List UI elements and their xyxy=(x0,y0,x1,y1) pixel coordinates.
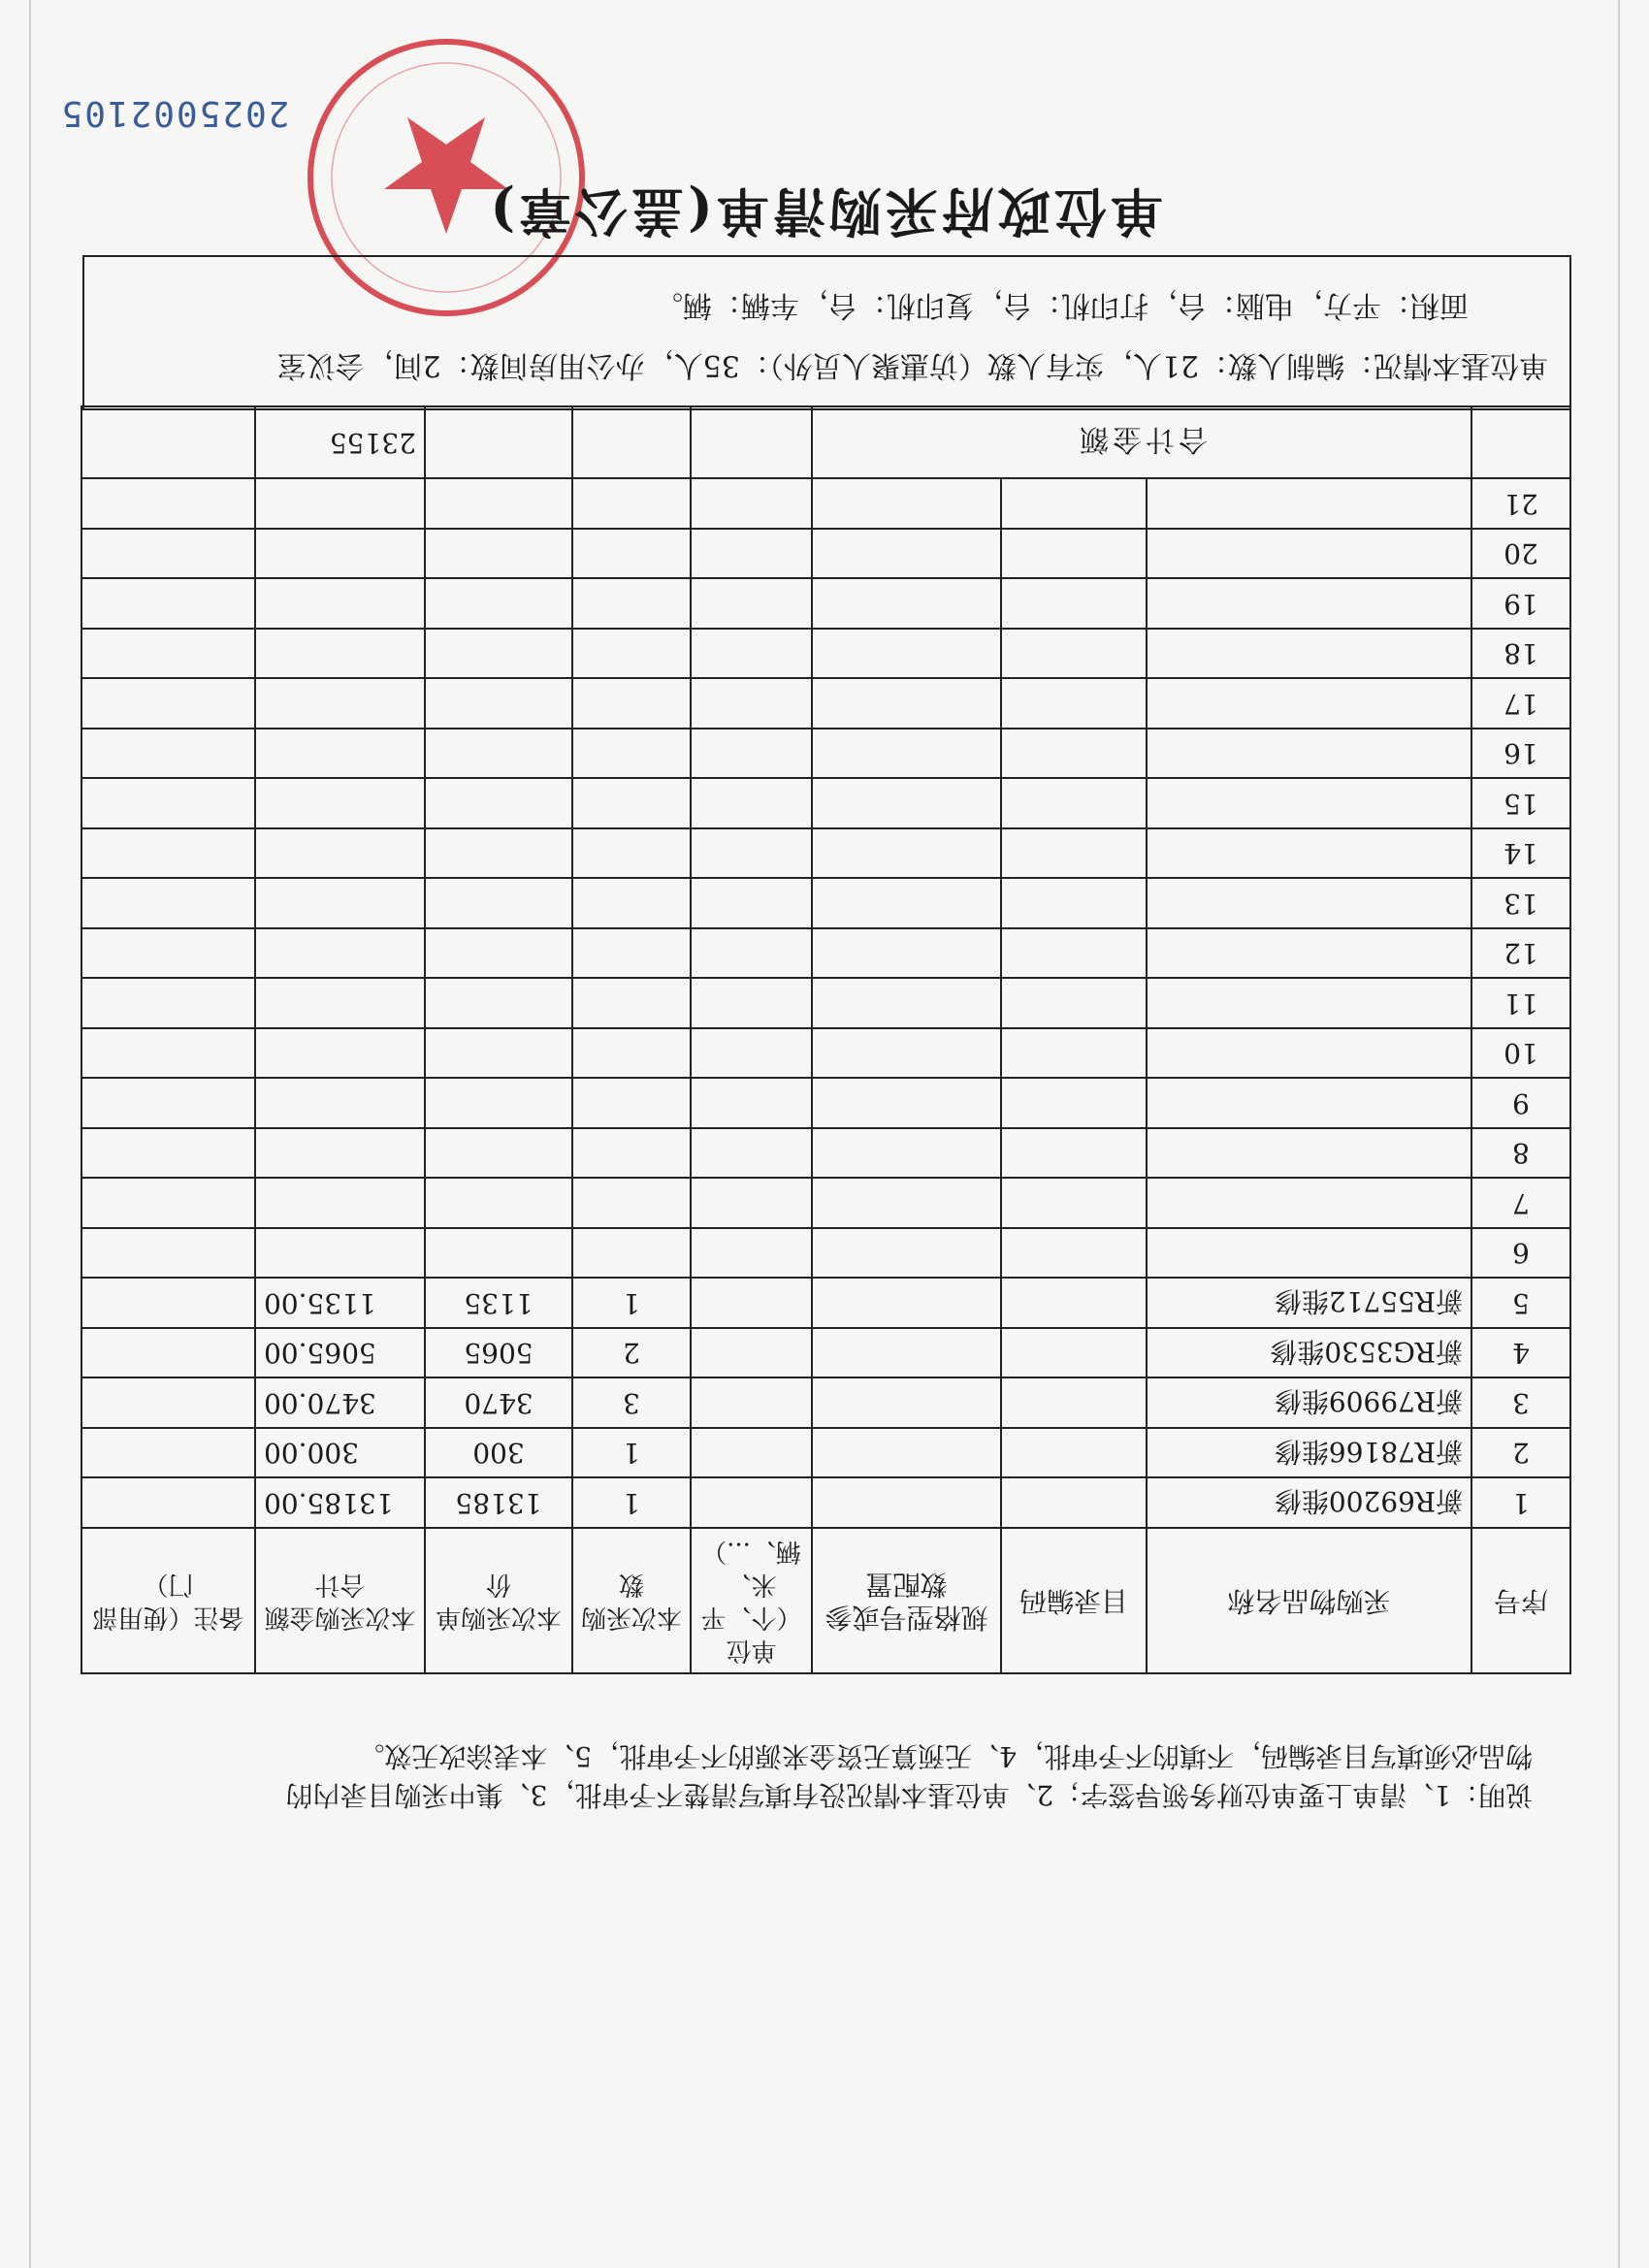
cell-seq: 16 xyxy=(1471,729,1570,779)
cell-unit xyxy=(691,1478,812,1529)
cell-amount xyxy=(255,529,425,579)
cell-seq: 21 xyxy=(1471,479,1570,530)
document-number: 2025002105 xyxy=(59,93,290,133)
table-row xyxy=(81,1079,1570,1129)
cell-quantity xyxy=(572,1179,691,1229)
cell-catalog-code xyxy=(1001,1378,1147,1429)
cell-amount xyxy=(255,1028,425,1079)
cell-remark xyxy=(81,879,255,929)
total-amount: 23155 xyxy=(255,407,425,479)
cell-unit-price xyxy=(425,928,572,979)
cell-unit xyxy=(691,679,812,729)
cell-quantity xyxy=(572,879,691,929)
cell-catalog-code xyxy=(1001,979,1147,1029)
table-row xyxy=(81,479,1570,530)
table-row xyxy=(81,729,1570,779)
cell-quantity: 1 xyxy=(572,1279,691,1329)
cell-quantity xyxy=(572,729,691,779)
cell-catalog-code xyxy=(1001,479,1147,530)
total-label: 合计金额 xyxy=(812,407,1471,479)
cell-catalog-code xyxy=(1001,1328,1147,1378)
cell-amount xyxy=(255,1128,425,1179)
cell-unit-price xyxy=(425,779,572,829)
table-row xyxy=(81,1128,1570,1179)
cell-seq: 12 xyxy=(1471,928,1570,979)
cell-item-name: 新R78166维修 xyxy=(1147,1428,1471,1478)
header-spec: 规格型号或参数配置 xyxy=(812,1528,1001,1673)
cell-amount xyxy=(255,979,425,1029)
cell-catalog-code xyxy=(1001,1028,1147,1079)
cell-item-name xyxy=(1147,979,1471,1029)
cell-item-name xyxy=(1147,828,1471,879)
cell-spec xyxy=(812,1079,1001,1129)
cell-unit xyxy=(691,479,812,530)
cell-spec xyxy=(812,729,1001,779)
cell-catalog-code xyxy=(1001,1428,1147,1478)
header-unit: 单位（个、平米、辆、...） xyxy=(691,1528,812,1673)
cell-seq: 1 xyxy=(1471,1478,1570,1529)
table-row xyxy=(81,979,1570,1029)
cell-unit xyxy=(691,629,812,679)
cell-remark xyxy=(81,1028,255,1079)
total-remark-cell xyxy=(81,407,255,479)
cell-spec xyxy=(812,1279,1001,1329)
cell-seq: 9 xyxy=(1471,1079,1570,1129)
cell-catalog-code xyxy=(1001,579,1147,630)
cell-unit-price: 5065 xyxy=(425,1328,572,1378)
table-row xyxy=(81,879,1570,929)
cell-unit-price xyxy=(425,979,572,1029)
table-row xyxy=(81,1279,1570,1329)
cell-remark xyxy=(81,779,255,829)
cell-unit xyxy=(691,1279,812,1329)
cell-unit-price xyxy=(425,729,572,779)
cell-remark xyxy=(81,1179,255,1229)
notes-line-1: 说明：1、清单上要单位财务领导签字；2、单位基本情况没有填写清楚不予审批，3、集中采购目录内的 xyxy=(285,1779,1533,1811)
cell-spec xyxy=(812,779,1001,829)
unit-info-line-2: 面积：平方，电脑：台，打印机：台，复印机：台，车辆：辆。 xyxy=(654,288,1469,322)
header-amount: 本次采购金额合计 xyxy=(255,1528,425,1673)
cell-quantity: 3 xyxy=(572,1378,691,1429)
cell-quantity xyxy=(572,479,691,530)
cell-unit-price: 13185 xyxy=(425,1478,572,1529)
table-row xyxy=(81,1228,1570,1279)
cell-item-name: 新RG3530维修 xyxy=(1147,1328,1471,1378)
cell-item-name: 新R55712维修 xyxy=(1147,1279,1471,1329)
cell-seq: 13 xyxy=(1471,879,1570,929)
cell-spec xyxy=(812,529,1001,579)
cell-catalog-code xyxy=(1001,828,1147,879)
cell-catalog-code xyxy=(1001,679,1147,729)
cell-spec xyxy=(812,1028,1001,1079)
table-row xyxy=(81,928,1570,979)
cell-spec xyxy=(812,579,1001,630)
unit-info-line-1: 单位基本情况：编制人数：21人，实有人数（访惠聚人员外）：35人，办公用房间数：2间，会议室 xyxy=(276,348,1548,382)
cell-unit-price xyxy=(425,1028,572,1079)
cell-catalog-code xyxy=(1001,1079,1147,1129)
header-seq: 序号 xyxy=(1471,1528,1570,1673)
cell-remark xyxy=(81,1378,255,1429)
cell-unit-price: 1135 xyxy=(425,1279,572,1329)
cell-quantity xyxy=(572,579,691,630)
cell-unit-price xyxy=(425,529,572,579)
cell-amount xyxy=(255,629,425,679)
cell-catalog-code xyxy=(1001,879,1147,929)
cell-unit-price xyxy=(425,1228,572,1279)
cell-remark xyxy=(81,679,255,729)
cell-item-name xyxy=(1147,879,1471,929)
scan-edge-right xyxy=(29,0,31,2268)
total-unit-cell xyxy=(691,407,812,479)
cell-spec xyxy=(812,1328,1001,1378)
cell-item-name xyxy=(1147,579,1471,630)
total-seq-cell xyxy=(1471,407,1570,479)
cell-quantity xyxy=(572,779,691,829)
cell-unit xyxy=(691,779,812,829)
notes-line-2: 物品必须填写目录编码，不填的不予审批，4、无预算无资金来源的不予审批，5、本表涂改无效。 xyxy=(357,1740,1533,1772)
cell-amount xyxy=(255,679,425,729)
cell-quantity xyxy=(572,679,691,729)
cell-quantity xyxy=(572,1128,691,1179)
cell-amount: 13185.00 xyxy=(255,1478,425,1529)
cell-spec xyxy=(812,1428,1001,1478)
cell-quantity xyxy=(572,928,691,979)
cell-spec xyxy=(812,629,1001,679)
cell-unit xyxy=(691,579,812,630)
header-quantity: 本次采购数 xyxy=(572,1528,691,1673)
cell-seq: 2 xyxy=(1471,1428,1570,1478)
cell-seq: 17 xyxy=(1471,679,1570,729)
cell-remark xyxy=(81,529,255,579)
scan-edge-left xyxy=(1618,0,1620,2268)
table-header-row xyxy=(81,1528,1570,1673)
cell-catalog-code xyxy=(1001,629,1147,679)
cell-unit xyxy=(691,1128,812,1179)
table-row xyxy=(81,1478,1570,1529)
cell-catalog-code xyxy=(1001,1179,1147,1229)
cell-remark xyxy=(81,1478,255,1529)
cell-unit-price xyxy=(425,1079,572,1129)
cell-spec xyxy=(812,828,1001,879)
cell-unit xyxy=(691,1228,812,1279)
table-row xyxy=(81,629,1570,679)
cell-seq: 5 xyxy=(1471,1279,1570,1329)
cell-unit-price xyxy=(425,1128,572,1179)
cell-unit-price xyxy=(425,828,572,879)
cell-catalog-code xyxy=(1001,1128,1147,1179)
cell-remark xyxy=(81,479,255,530)
cell-remark xyxy=(81,579,255,630)
cell-seq: 7 xyxy=(1471,1179,1570,1229)
cell-catalog-code xyxy=(1001,928,1147,979)
cell-remark xyxy=(81,629,255,679)
cell-amount: 1135.00 xyxy=(255,1279,425,1329)
cell-spec xyxy=(812,928,1001,979)
cell-remark xyxy=(81,1079,255,1129)
cell-spec xyxy=(812,979,1001,1029)
cell-seq: 3 xyxy=(1471,1378,1570,1429)
cell-amount xyxy=(255,1179,425,1229)
cell-remark xyxy=(81,1128,255,1179)
cell-unit-price xyxy=(425,679,572,729)
cell-spec xyxy=(812,679,1001,729)
table-row xyxy=(81,1179,1570,1229)
cell-unit xyxy=(691,1028,812,1079)
cell-quantity xyxy=(572,529,691,579)
cell-amount xyxy=(255,828,425,879)
table-row xyxy=(81,679,1570,729)
cell-quantity: 1 xyxy=(572,1428,691,1478)
cell-unit xyxy=(691,928,812,979)
cell-seq: 14 xyxy=(1471,828,1570,879)
cell-quantity xyxy=(572,979,691,1029)
cell-unit-price xyxy=(425,879,572,929)
cell-spec xyxy=(812,1378,1001,1429)
cell-remark xyxy=(81,979,255,1029)
cell-quantity: 2 xyxy=(572,1328,691,1378)
cell-unit-price xyxy=(425,579,572,630)
cell-spec xyxy=(812,479,1001,530)
table-row xyxy=(81,828,1570,879)
cell-amount xyxy=(255,879,425,929)
cell-unit xyxy=(691,1378,812,1429)
table-row xyxy=(81,529,1570,579)
cell-amount xyxy=(255,729,425,779)
unit-info-box xyxy=(82,255,1571,410)
cell-unit xyxy=(691,729,812,779)
table-row xyxy=(81,1028,1570,1079)
cell-remark xyxy=(81,1228,255,1279)
cell-seq: 11 xyxy=(1471,979,1570,1029)
cell-spec xyxy=(812,1179,1001,1229)
cell-item-name xyxy=(1147,1128,1471,1179)
cell-unit xyxy=(691,529,812,579)
cell-unit xyxy=(691,1428,812,1478)
cell-remark xyxy=(81,828,255,879)
cell-quantity xyxy=(572,1079,691,1129)
header-unit-price: 本次采购单价 xyxy=(425,1528,572,1673)
cell-item-name xyxy=(1147,1079,1471,1129)
cell-amount xyxy=(255,779,425,829)
cell-item-name xyxy=(1147,529,1471,579)
cell-unit xyxy=(691,879,812,929)
cell-unit-price: 3470 xyxy=(425,1378,572,1429)
cell-spec xyxy=(812,1478,1001,1529)
cell-unit-price xyxy=(425,629,572,679)
cell-item-name xyxy=(1147,1028,1471,1079)
total-quantity-cell xyxy=(572,407,691,479)
cell-unit xyxy=(691,1179,812,1229)
cell-item-name xyxy=(1147,729,1471,779)
cell-item-name xyxy=(1147,779,1471,829)
cell-seq: 4 xyxy=(1471,1328,1570,1378)
cell-item-name xyxy=(1147,928,1471,979)
cell-amount xyxy=(255,928,425,979)
cell-unit xyxy=(691,1079,812,1129)
cell-item-name: 新R79909维修 xyxy=(1147,1378,1471,1429)
cell-amount xyxy=(255,1079,425,1129)
procurement-table xyxy=(81,406,1571,1675)
cell-item-name xyxy=(1147,479,1471,530)
cell-catalog-code xyxy=(1001,529,1147,579)
cell-seq: 10 xyxy=(1471,1028,1570,1079)
cell-seq: 6 xyxy=(1471,1228,1570,1279)
cell-catalog-code xyxy=(1001,1478,1147,1529)
cell-amount xyxy=(255,1228,425,1279)
notes-section xyxy=(102,1698,1533,1814)
cell-remark xyxy=(81,1279,255,1329)
cell-remark xyxy=(81,729,255,779)
cell-spec xyxy=(812,1128,1001,1179)
cell-amount xyxy=(255,479,425,530)
page-title: 单位政府采购清单(盖公章) xyxy=(486,180,1163,243)
cell-catalog-code xyxy=(1001,729,1147,779)
cell-unit-price xyxy=(425,479,572,530)
cell-quantity xyxy=(572,1028,691,1079)
table-row xyxy=(81,1328,1570,1378)
cell-unit xyxy=(691,828,812,879)
cell-unit-price xyxy=(425,1179,572,1229)
cell-seq: 8 xyxy=(1471,1128,1570,1179)
cell-unit-price: 300 xyxy=(425,1428,572,1478)
cell-amount: 3470.00 xyxy=(255,1378,425,1429)
cell-item-name xyxy=(1147,1179,1471,1229)
cell-item-name: 新R69200维修 xyxy=(1147,1478,1471,1529)
cell-quantity: 1 xyxy=(572,1478,691,1529)
cell-catalog-code xyxy=(1001,779,1147,829)
total-row xyxy=(81,407,1570,479)
header-remark: 备注（使用部门） xyxy=(81,1528,255,1673)
header-item-name: 采购物品名称 xyxy=(1147,1528,1471,1673)
cell-item-name xyxy=(1147,679,1471,729)
total-unit-price-cell xyxy=(425,407,572,479)
cell-spec xyxy=(812,1228,1001,1279)
cell-item-name xyxy=(1147,629,1471,679)
cell-seq: 15 xyxy=(1471,779,1570,829)
cell-amount: 300.00 xyxy=(255,1428,425,1478)
cell-remark xyxy=(81,1328,255,1378)
table-row xyxy=(81,1378,1570,1429)
cell-amount: 5065.00 xyxy=(255,1328,425,1378)
cell-remark xyxy=(81,1428,255,1478)
header-catalog-code: 目录编码 xyxy=(1001,1528,1147,1673)
cell-seq: 19 xyxy=(1471,579,1570,630)
cell-catalog-code xyxy=(1001,1228,1147,1279)
cell-unit xyxy=(691,1328,812,1378)
table-row xyxy=(81,779,1570,829)
cell-amount xyxy=(255,579,425,630)
cell-quantity xyxy=(572,828,691,879)
cell-spec xyxy=(812,879,1001,929)
cell-seq: 20 xyxy=(1471,529,1570,579)
cell-item-name xyxy=(1147,1228,1471,1279)
table-row xyxy=(81,579,1570,630)
cell-seq: 18 xyxy=(1471,629,1570,679)
cell-unit xyxy=(691,979,812,1029)
table-row xyxy=(81,1428,1570,1478)
cell-catalog-code xyxy=(1001,1279,1147,1329)
cell-quantity xyxy=(572,1228,691,1279)
cell-quantity xyxy=(572,629,691,679)
cell-remark xyxy=(81,928,255,979)
